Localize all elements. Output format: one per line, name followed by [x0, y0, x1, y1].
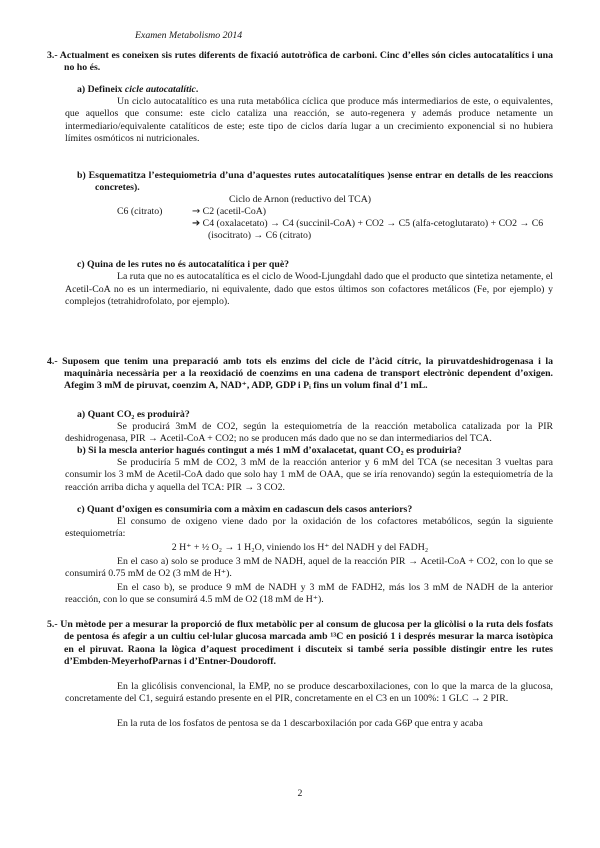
answer-paragraph	[65, 718, 553, 730]
arrow-icon: ➔	[192, 218, 201, 230]
answer-paragraph	[65, 457, 553, 493]
page-header: Examen Metabolismo 2014	[135, 30, 243, 41]
sub-question	[77, 84, 553, 96]
sub-question	[77, 259, 553, 271]
text-run: En la ruta de los fosfatos de pentosa se da 1 descarboxilación por cada G6P que entra y acaba	[117, 717, 483, 729]
text-run: Se produciría 5 mM de CO2, 3 mM de la reacción anterior y 6 mM del TCA (se necesitan 3 vueltas para consumir los 3 mM de Acetil-CoA dado que solo hay 1 mM de OAA, que se iría renovando) según la estequiometría de la reacción arriba dicha y aquella del TCA: PIR → 3 CO2.	[65, 457, 553, 493]
text-run: En la glicólisis convencional, la EMP, no se produce descarboxilaciones, con lo que la marca de la glucosa, concretamente del C1, seguirá estando presente en el PIR, concretamente en el C3 en un 100%: 1 GLC → 2 PIR.	[65, 680, 553, 704]
text-run: c) Quina de les rutes no és autocatalítica i per què?	[77, 259, 290, 271]
scheme-reactions	[192, 206, 553, 242]
answer-paragraph	[65, 681, 553, 705]
text-run: a) Quant CO₂ es produirà?	[77, 408, 190, 420]
text-run: cicle autocatalític	[124, 84, 196, 96]
scheme-reaction-row	[192, 206, 553, 218]
answer-paragraph	[65, 516, 553, 540]
text-run: .	[195, 84, 199, 96]
answer-paragraph	[65, 421, 553, 445]
answer-paragraph	[65, 96, 553, 144]
sub-question	[77, 408, 553, 421]
answer-paragraph	[65, 556, 553, 580]
equation	[47, 542, 553, 554]
text-run: b) Esquematitza l’estequiometria d’una d’aquestes rutes autocatalítiques )sense entrar en detalls de les reaccions concretes).	[77, 169, 553, 193]
scheme-substrate-label: C6 (citrato)	[117, 206, 163, 218]
text-run: 2 H⁺ + ½ O₂ → 1 H₂O, viniendo los H⁺ del NADH y del FADH₂	[171, 541, 429, 553]
text-run: La ruta que no es autocatalítica es el ciclo de Wood-Ljungdahl dado que el producto que sintetiza netamente, el Acetil-CoA no es un intermediario, ni equivalente, dado que estos últimos son cofactores metálicos (Fe, por ejemplo) y complejos (tetrahidrofolato, por ejemplo).	[65, 271, 553, 307]
answer-paragraph	[65, 582, 553, 606]
sub-question	[77, 503, 553, 516]
text-run: Ciclo de Arnon (reductivo del TCA)	[228, 193, 372, 205]
text-run: c) Quant d’oxigen es consumiria com a màxim en cadascun dels casos anteriors?	[77, 503, 413, 515]
question-heading	[47, 50, 553, 74]
reaction-scheme	[117, 206, 553, 242]
scheme-reaction-text: C2 (acetil-CoA)	[202, 206, 267, 218]
scheme-title	[47, 194, 553, 206]
document-body	[47, 50, 553, 730]
text-run: 4.- Suposem que tenim una preparació amb tots els enzims del cicle de l’àcid cítric, la piruvatdeshidrogenasa i la maquinària necessària per a la reoxidació de coenzims en una cadena de transport electrònic dependent d’oxigen. Afegim 3 mM de piruvat, coenzim A, NAD⁺, ADP, GDP i Pᵢ fins un volum final d’1 mL.	[47, 355, 553, 391]
text-run: 3.- Actualment es coneixen sis rutes diferents de fixació autotròfica de carboni. Cinc d’elles són cicles autocatalítics i una no ho és.	[47, 50, 553, 74]
text-run: En el caso b), se produce 9 mM de NADH y 3 mM de FADH2, más los 3 mM de NADH de la anterior reacción, con lo que se consumirá 4.5 mM de O2 (18 mM de H⁺).	[65, 582, 553, 606]
page-number: 2	[297, 787, 303, 799]
text-run: En el caso a) solo se produce 3 mM de NADH, aquel de la reacción PIR → Acetil-CoA + CO2, con lo que se consumirá 0.75 mM de O2 (3 mM de H⁺).	[65, 556, 553, 580]
question-heading	[47, 356, 553, 392]
text-run: El consumo de oxigeno viene dado por la oxidación de los cofactores metabólicos, según la siguiente estequiometría:	[65, 515, 553, 539]
text-run: b) Si la mescla anterior hagués contingut a més 1 mM d’oxalacetat, quant CO₂ es produiria?	[77, 445, 462, 457]
text-run: 5.- Un mètode per a mesurar la proporció de flux metabòlic per al consum de glucosa per la glicòlisi o la ruta dels fosfats de pentosa és afegir a un cultiu cel·lular glucosa marcada amb ¹³C en posició 1 i després mesurar la marca isotòpica en el piruvat. Raona la lògica d’aquest procediment i discuteix si també seria possible distingir entre les rutes d’Embden-MeyerhofParnas i d’Entner-Doudoroff.	[47, 619, 553, 667]
sub-question	[77, 169, 553, 194]
question-heading	[47, 619, 553, 667]
text-run: Se producirá 3mM de CO2, según la estequiometría de la reacción metabolica catalizada por la PIR deshidrogenasa, PIR → Acetil-CoA + CO2; no se producen más dado que no se dan intermediarios del TCA.	[65, 421, 553, 445]
answer-paragraph	[65, 271, 553, 307]
sub-question	[77, 445, 553, 457]
arrow-icon: →	[192, 206, 201, 218]
scheme-reaction-text: C4 (oxalacetato) → C4 (succinil-CoA) + CO2 → C5 (alfa-cetoglutarato) + CO2 → C6 (isocitrato) → C6 (citrato)	[202, 218, 544, 242]
scheme-reaction-row	[192, 218, 553, 242]
text-run: a) Defineix	[77, 84, 125, 96]
text-run: Un ciclo autocatalítico es una ruta metabólica cíclica que produce más intermediarios de este, o equivalentes, que aquellos que consume: este ciclo cataliza una reacción, se auto-regenera y además produce netamente un intermediario/equivalente catalíticos de este; este tipo de ciclos daría lugar a un crecimiento exponencial si no hubiera límites osmóticos ni nutricionales.	[65, 96, 553, 144]
